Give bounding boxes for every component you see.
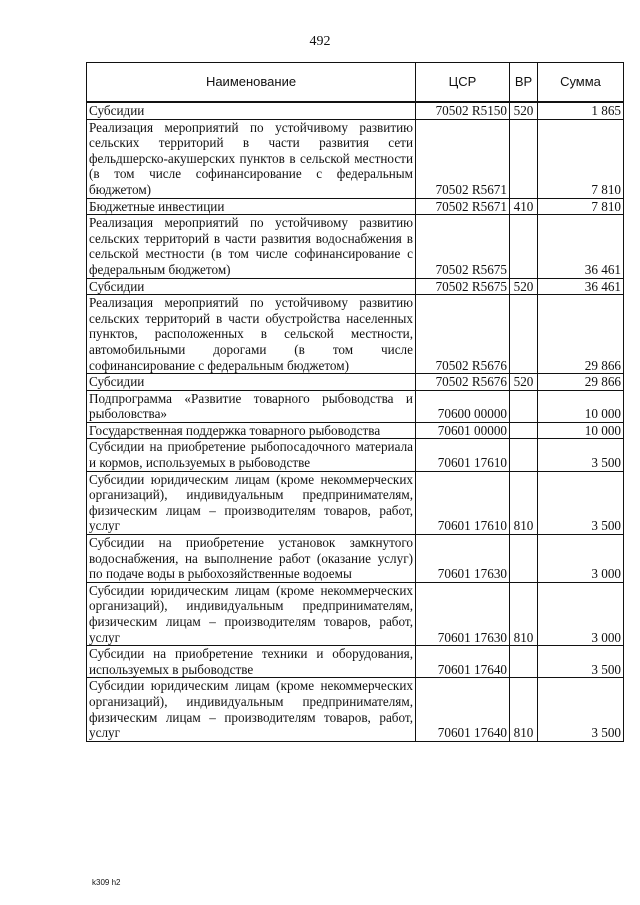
table-row	[87, 471, 624, 534]
row-sum-cell: 3 000	[538, 582, 624, 645]
table-row	[87, 390, 624, 422]
table-row	[87, 678, 624, 741]
row-sum-cell: 1 865	[538, 102, 624, 119]
row-name-cell: Субсидии юридическим лицам (кроме некоммерческих организаций), индивидуальным предпринимателям, физическим лицам – производителям товаров, работ, услуг	[87, 582, 416, 645]
row-name-cell: Субсидии на приобретение рыбопосадочного материала и кормов, используемых в рыбоводстве	[87, 439, 416, 471]
row-sum-cell: 36 461	[538, 215, 624, 278]
row-sum-cell: 7 810	[538, 119, 624, 198]
row-name-cell: Бюджетные инвестиции	[87, 198, 416, 215]
table-row	[87, 215, 624, 278]
row-sum-cell: 3 500	[538, 471, 624, 534]
row-vr-cell	[510, 215, 538, 278]
row-csr-cell: 70502 R5150	[416, 102, 510, 119]
row-vr-cell: 520	[510, 278, 538, 295]
row-vr-cell: 810	[510, 471, 538, 534]
table-row	[87, 582, 624, 645]
row-sum-cell: 3 500	[538, 678, 624, 741]
row-name-cell: Субсидии	[87, 374, 416, 391]
row-sum-cell: 29 866	[538, 374, 624, 391]
table-row	[87, 295, 624, 374]
row-vr-cell	[510, 295, 538, 374]
row-csr-cell: 70601 17610	[416, 439, 510, 471]
table-row	[87, 119, 624, 198]
row-sum-cell: 7 810	[538, 198, 624, 215]
row-name-cell: Субсидии на приобретение установок замкнутого водоснабжения, на выполнение работ (оказание услуг) по подаче воды в рыбохозяйственные водоемы	[87, 535, 416, 583]
row-sum-cell: 3 500	[538, 439, 624, 471]
row-sum-cell: 3 500	[538, 646, 624, 678]
row-vr-cell: 810	[510, 678, 538, 741]
row-csr-cell: 70502 R5671	[416, 119, 510, 198]
row-csr-cell: 70601 17630	[416, 582, 510, 645]
row-name-cell: Реализация мероприятий по устойчивому развитию сельских территорий в части обустройства населенных пунктов, расположенных в сельской местности, автомобильными дорогами (в том числе софинансирование с федеральным бюджетом)	[87, 295, 416, 374]
budget-table	[86, 62, 624, 742]
header-csr: ЦСР	[416, 63, 510, 103]
table-row	[87, 422, 624, 439]
row-name-cell: Субсидии	[87, 278, 416, 295]
table-row	[87, 102, 624, 119]
header-sum: Сумма	[538, 63, 624, 103]
row-csr-cell: 70502 R5676	[416, 295, 510, 374]
row-name-cell: Субсидии на приобретение техники и оборудования, используемых в рыбоводстве	[87, 646, 416, 678]
row-name-cell: Субсидии юридическим лицам (кроме некоммерческих организаций), индивидуальным предпринимателям, физическим лицам – производителям товаров, работ, услуг	[87, 678, 416, 741]
row-vr-cell: 810	[510, 582, 538, 645]
table-row	[87, 535, 624, 583]
row-csr-cell: 70601 00000	[416, 422, 510, 439]
row-vr-cell	[510, 119, 538, 198]
page-number: 492	[309, 34, 331, 49]
row-vr-cell: 520	[510, 102, 538, 119]
row-vr-cell	[510, 535, 538, 583]
table-header-row	[87, 63, 624, 103]
row-vr-cell: 410	[510, 198, 538, 215]
row-name-cell: Реализация мероприятий по устойчивому развитию сельских территорий в части развития сети фельдшерско-акушерских пунктов в сельской местности (в том числе софинансирование с федеральным бюджетом)	[87, 119, 416, 198]
row-vr-cell: 520	[510, 374, 538, 391]
row-vr-cell	[510, 390, 538, 422]
row-name-cell: Субсидии юридическим лицам (кроме некоммерческих организаций), индивидуальным предпринимателям, физическим лицам – производителям товаров, работ, услуг	[87, 471, 416, 534]
row-vr-cell	[510, 422, 538, 439]
row-csr-cell: 70600 00000	[416, 390, 510, 422]
row-name-cell: Реализация мероприятий по устойчивому развитию сельских территорий в части развития водоснабжения в сельской местности (в том числе софинансирование с федеральным бюджетом)	[87, 215, 416, 278]
row-sum-cell: 36 461	[538, 278, 624, 295]
row-name-cell: Субсидии	[87, 102, 416, 119]
table-row	[87, 439, 624, 471]
row-vr-cell	[510, 646, 538, 678]
row-csr-cell: 70601 17630	[416, 535, 510, 583]
header-vr: ВР	[510, 63, 538, 103]
table-body	[87, 102, 624, 741]
row-sum-cell: 3 000	[538, 535, 624, 583]
row-vr-cell	[510, 439, 538, 471]
row-sum-cell: 10 000	[538, 422, 624, 439]
row-csr-cell: 70601 17610	[416, 471, 510, 534]
footer-mark: k309 h2	[92, 878, 121, 887]
row-csr-cell: 70502 R5676	[416, 374, 510, 391]
table-row	[87, 278, 624, 295]
row-csr-cell: 70502 R5675	[416, 278, 510, 295]
header-name: Наименование	[87, 63, 416, 103]
row-name-cell: Подпрограмма «Развитие товарного рыбоводства и рыболовства»	[87, 390, 416, 422]
row-csr-cell: 70502 R5671	[416, 198, 510, 215]
row-sum-cell: 29 866	[538, 295, 624, 374]
row-name-cell: Государственная поддержка товарного рыбоводства	[87, 422, 416, 439]
row-sum-cell: 10 000	[538, 390, 624, 422]
table-row	[87, 374, 624, 391]
table-row	[87, 646, 624, 678]
table-row	[87, 198, 624, 215]
row-csr-cell: 70502 R5675	[416, 215, 510, 278]
row-csr-cell: 70601 17640	[416, 646, 510, 678]
row-csr-cell: 70601 17640	[416, 678, 510, 741]
